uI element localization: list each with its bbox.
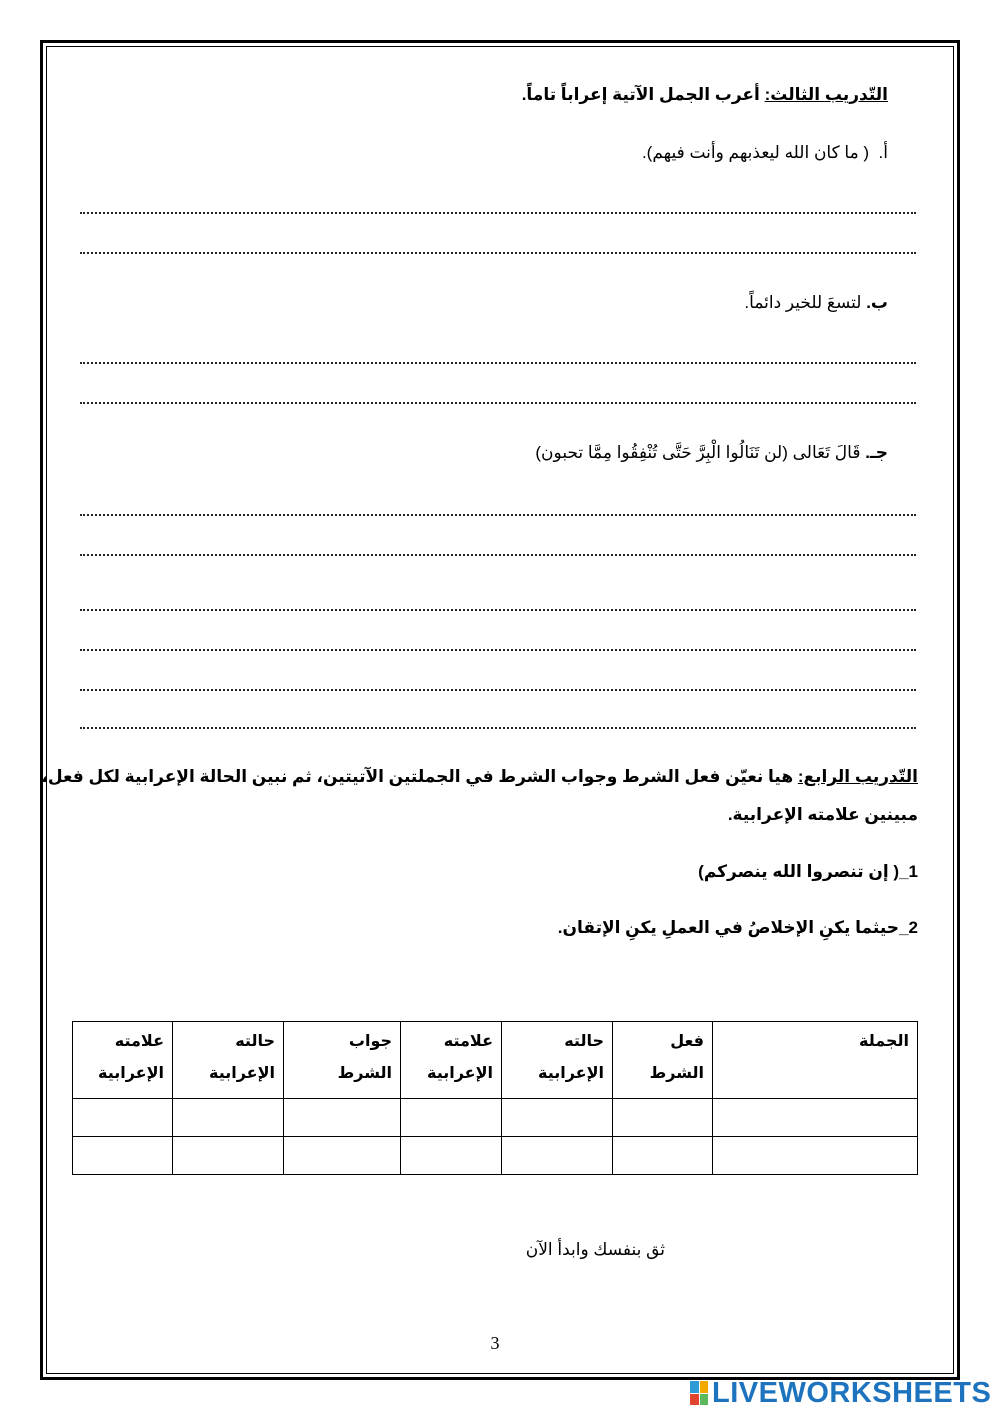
item-label: ب.	[866, 293, 888, 312]
answer-line[interactable]	[80, 609, 916, 611]
answer-line[interactable]	[80, 554, 916, 556]
exercise4-instruction-line2: مبينين علامته الإعرابية.	[727, 805, 918, 824]
table-header-cell: جواب الشرط	[284, 1022, 401, 1099]
exercise3-heading	[522, 85, 888, 105]
exercise3-instruction: أعرب الجمل الآتية إعراباً تاماً.	[521, 85, 765, 104]
table-header-cell: علامته الإعرابية	[73, 1022, 173, 1099]
motto: ثق بنفسك وابدأ الآن	[525, 1240, 665, 1259]
exercise4-heading	[41, 767, 918, 787]
table-cell[interactable]	[713, 1099, 918, 1137]
table-header-cell: علامته الإعرابية	[401, 1022, 502, 1099]
table-cell[interactable]	[73, 1099, 173, 1137]
item-text: قَالَ تَعَالى (لن تَنَالُوا الْبِرَّ حَتَّى تُنْفِقُوا مِمَّا تحبون)	[535, 443, 861, 462]
answer-line[interactable]	[80, 649, 916, 651]
exercise4-sentence-1: 1_( إن تنصروا الله ينصركم)	[698, 862, 918, 881]
brand-name: LIVEWORKSHEETS	[712, 1376, 992, 1409]
table-header-row	[73, 1022, 918, 1099]
exercise4-instruction: هيا نعيّن فعل الشرط وجواب الشرط في الجملتين الآتيتين، ثم نبين الحالة الإعرابية لكل فعل،	[41, 767, 798, 786]
table-cell[interactable]	[502, 1099, 613, 1137]
table-header-cell: حالته الإعرابية	[502, 1022, 613, 1099]
table-cell[interactable]	[284, 1099, 401, 1137]
answer-line[interactable]	[80, 727, 916, 729]
table-row	[73, 1099, 918, 1137]
answer-line[interactable]	[80, 212, 916, 214]
answer-line[interactable]	[80, 514, 916, 516]
item-label: أ.	[878, 143, 888, 162]
table-cell[interactable]	[613, 1137, 713, 1175]
table-cell[interactable]	[401, 1099, 502, 1137]
table-cell[interactable]	[73, 1137, 173, 1175]
brand-logo-icon	[690, 1381, 708, 1405]
item-text: لتسعَ للخير دائماً.	[744, 293, 862, 312]
table-cell[interactable]	[173, 1099, 284, 1137]
table-header-cell: فعل الشرط	[613, 1022, 713, 1099]
exercise3-item-c	[535, 443, 888, 463]
answer-line[interactable]	[80, 252, 916, 254]
exercise4-title: التّدريب الرابع:	[797, 767, 918, 786]
exercise3-item-a	[642, 143, 888, 163]
table-header-cell: حالته الإعرابية	[173, 1022, 284, 1099]
page-number: 3	[490, 1333, 500, 1353]
table-row	[73, 1137, 918, 1175]
exercise3-title: التّدريب الثالث:	[764, 85, 888, 104]
table-cell[interactable]	[502, 1137, 613, 1175]
answer-line[interactable]	[80, 402, 916, 404]
answer-line[interactable]	[80, 362, 916, 364]
table-cell[interactable]	[284, 1137, 401, 1175]
answer-table	[72, 1021, 918, 1175]
brand-footer[interactable]	[690, 1378, 991, 1408]
exercise4-sentence-2: 2_حيثما يكنِ الإخلاصُ في العملِ يكنِ الإتقان.	[557, 918, 918, 937]
table-cell[interactable]	[713, 1137, 918, 1175]
item-text: ( ما كان الله ليعذبهم وأنت فيهم).	[641, 143, 870, 162]
table-cell[interactable]	[613, 1099, 713, 1137]
answer-line[interactable]	[80, 689, 916, 691]
table-cell[interactable]	[173, 1137, 284, 1175]
table-cell[interactable]	[401, 1137, 502, 1175]
table-header-cell: الجملة	[713, 1022, 918, 1099]
exercise3-item-b	[744, 293, 888, 313]
item-label: جـ.	[865, 443, 888, 462]
